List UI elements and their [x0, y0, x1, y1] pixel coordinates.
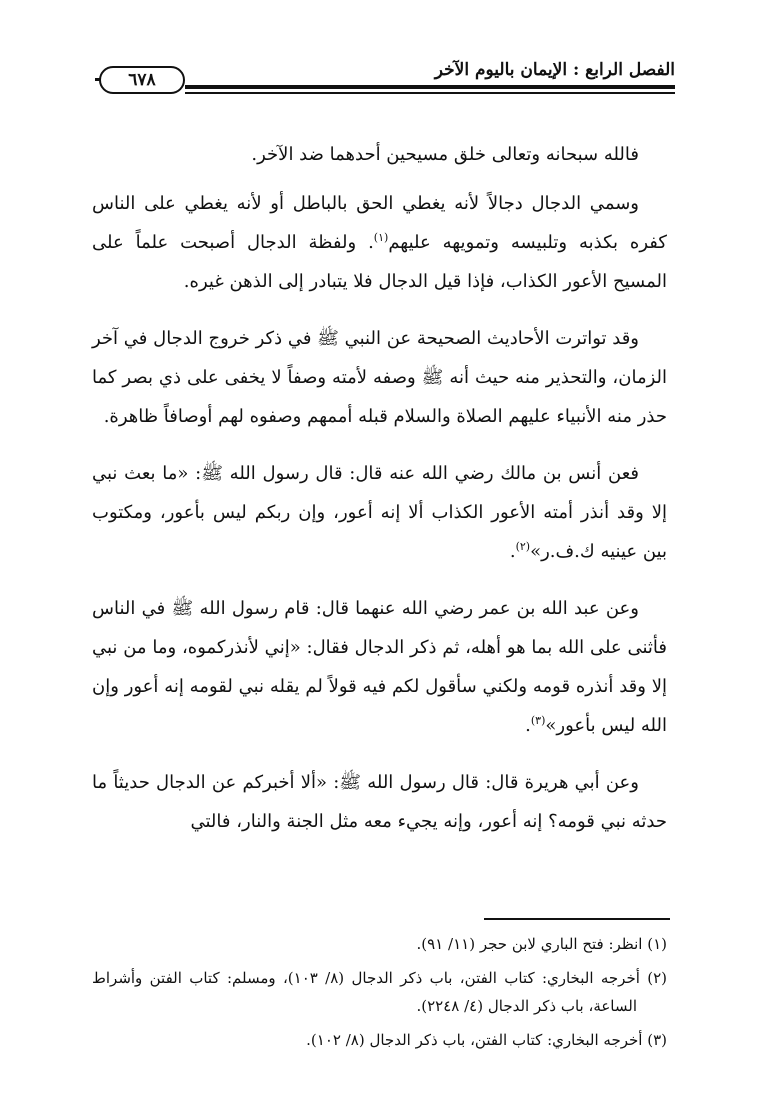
paragraph-text: . [525, 715, 531, 736]
footnotes [92, 930, 667, 1060]
paragraph-text: . [509, 541, 516, 562]
footnote-ref: (٢) [515, 540, 531, 553]
paragraph-text: وقد تواترت الأحاديث الصحيحة عن النبي ﷺ في ذكر خروج الدجال في آخر الزمان، والتحذير منه حيث أنه ﷺ وصفه لأمته وصفاً لا يخفى على ذي بصر كما حذر منه الأنبياء عليهم الصلاة والسلام قبله أممهم وصفوه لهم أوصافاً ظاهرة. [92, 328, 667, 427]
paragraph-text: وعن عبد الله بن عمر رضي الله عنهما قال: قام رسول الله ﷺ في الناس فأثنى على الله بما هو أهله، ثم ذكر الدجال فقال: «إني لأنذركموه، وما من نبي إلا وقد أنذره قومه ولكني سأقول لكم فيه قولاً لم يقله نبي لقومه إنه أعور وإن الله ليس بأعور» [92, 598, 667, 736]
paragraph-text: وعن أبي هريرة قال: قال رسول الله ﷺ: «ألا أخبركم عن الدجال حديثاً ما حدثه نبي قومه؟ إنه أعور، وإنه يجيء معه مثل الجنة والنار، فالتي [92, 772, 667, 832]
paragraph [92, 589, 667, 745]
paragraph [92, 763, 667, 841]
paragraph-text: فعن أنس بن مالك رضي الله عنه قال: قال رسول الله ﷺ: «ما بعث نبي إلا وقد أنذر أمته الأعور الكذاب ألا إنه أعور، وإن ربكم ليس بأعور، ومكتوب بين عينيه ك.ف.ر» [92, 463, 667, 562]
paragraph-text: فالله سبحانه وتعالى خلق مسيحين أحدهما ضد الآخر. [251, 144, 639, 165]
footnote: (١) انظر: فتح الباري لابن حجر (١١/ ٩١). [416, 935, 667, 953]
header-rule-thin [185, 92, 675, 94]
paragraph-text: وسمي الدجال دجالاً لأنه يغطي الحق بالباطل أو لأنه يغطي على الناس كفره بكذبه وتلبيسه وتمويهه عليهم [92, 193, 667, 253]
paragraph [92, 184, 667, 301]
footnote: (٣) أخرجه البخاري: كتاب الفتن، باب ذكر الدجال (٨/ ١٠٢). [306, 1031, 667, 1049]
page-number: ٦٧٨ [99, 66, 185, 94]
header-rule-thick [185, 85, 675, 89]
main-text [92, 135, 667, 841]
footnote: (٢) أخرجه البخاري: كتاب الفتن، باب ذكر الدجال (٨/ ١٠٣)، ومسلم: كتاب الفتن وأشراط الساعة، باب ذكر الدجال (٤/ ٢٢٤٨). [92, 969, 667, 1015]
paragraph [92, 319, 667, 436]
footnote-ref: (٣) [530, 714, 546, 727]
paragraph [92, 454, 667, 571]
chapter-title: الفصل الرابع : الإيمان باليوم الآخر [434, 60, 675, 80]
footnote-ref: (١) [373, 231, 389, 244]
page-header [95, 58, 675, 102]
footnote-separator [484, 918, 670, 920]
paragraph [92, 135, 667, 174]
paragraph-text: . ولفظة الدجال أصبحت علماً على المسيح الأعور الكذاب، فإذا قيل الدجال فلا يتبادر إلى الذهن غيره. [92, 232, 667, 292]
